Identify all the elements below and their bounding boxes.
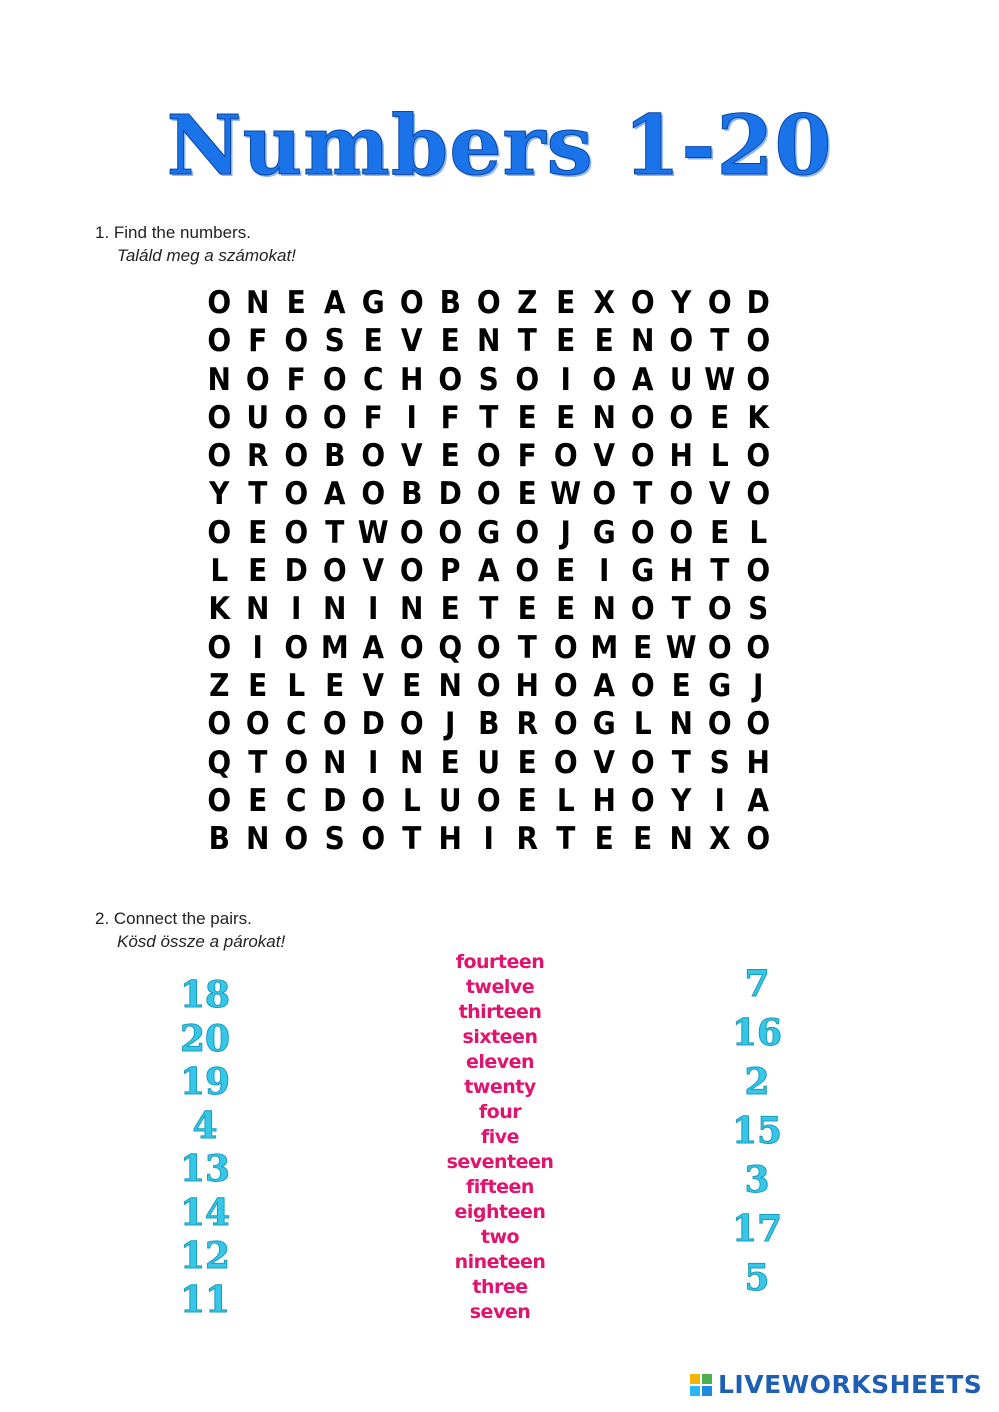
grid-letter[interactable]: O (630, 398, 655, 436)
right-number-column (712, 963, 802, 1299)
grid-letter[interactable]: L (749, 513, 768, 551)
grid-letter[interactable]: O (284, 437, 309, 474)
grid-letter[interactable]: O (207, 628, 232, 665)
grid-letter[interactable]: E (633, 820, 653, 857)
grid-letter[interactable]: B (324, 437, 346, 474)
grid-letter[interactable]: N (207, 360, 231, 397)
grid-letter[interactable]: N (400, 743, 424, 780)
grid-letter[interactable]: E (440, 437, 460, 474)
grid-letter[interactable]: O (438, 360, 463, 397)
grid-letter[interactable]: S (324, 820, 345, 857)
grid-letter[interactable]: T (517, 322, 537, 359)
grid-letter[interactable]: A (323, 475, 346, 512)
grid-letter[interactable]: U (246, 398, 270, 436)
grid-letter[interactable]: T (479, 398, 499, 436)
grid-letter[interactable]: D (323, 781, 347, 819)
grid-letter[interactable]: O (746, 437, 771, 474)
grid-letter[interactable]: N (592, 398, 616, 436)
grid-letter[interactable]: F (248, 322, 268, 359)
grid-letter[interactable]: V (362, 666, 385, 704)
grid-letter[interactable]: E (517, 781, 537, 819)
word-column (430, 950, 570, 1325)
grid-letter[interactable]: O (592, 360, 617, 397)
right-number[interactable]: 3 (744, 1159, 770, 1201)
grid-letter[interactable]: O (630, 513, 655, 551)
grid-letter[interactable]: O (630, 781, 655, 819)
grid-letter[interactable]: T (517, 628, 537, 665)
grid-letter[interactable]: O (207, 398, 232, 436)
grid-letter[interactable]: O (746, 552, 771, 589)
grid-letter[interactable]: J (753, 666, 764, 704)
number-word[interactable]: eleven (465, 1051, 535, 1073)
grid-letter[interactable]: T (248, 743, 268, 780)
grid-letter[interactable]: Y (671, 283, 692, 321)
grid-letter[interactable]: O (361, 781, 386, 819)
grid-letter[interactable]: E (363, 322, 383, 359)
right-number[interactable]: 7 (744, 963, 770, 1005)
grid-letter[interactable]: M (590, 628, 619, 665)
number-word[interactable]: seventeen (446, 1151, 554, 1173)
grid-letter[interactable]: A (323, 283, 346, 321)
grid-letter[interactable]: W (704, 360, 736, 397)
grid-letter[interactable]: O (515, 513, 540, 551)
left-number-column (160, 974, 250, 1321)
grid-letter[interactable]: Y (209, 475, 230, 512)
grid-letter[interactable]: O (207, 437, 232, 474)
grid-letter[interactable]: G (477, 513, 501, 551)
grid-letter[interactable]: O (669, 513, 694, 551)
grid-letter[interactable]: E (594, 322, 614, 359)
grid-letter[interactable]: E (440, 590, 460, 627)
number-word[interactable]: twenty (464, 1076, 536, 1098)
grid-letter[interactable]: A (631, 360, 654, 397)
grid-letter[interactable]: O (630, 283, 655, 321)
grid-letter[interactable]: O (669, 475, 694, 512)
grid-letter[interactable]: D (361, 705, 385, 742)
grid-letter[interactable]: V (708, 475, 731, 512)
grid-letter[interactable]: L (556, 781, 575, 819)
grid-letter[interactable]: F (440, 398, 460, 436)
left-number[interactable]: 11 (179, 1278, 231, 1321)
grid-letter[interactable]: Z (209, 666, 230, 704)
left-number[interactable]: 19 (179, 1061, 231, 1103)
grid-letter[interactable]: O (399, 552, 424, 589)
grid-letter[interactable]: I (291, 590, 302, 627)
grid-letter[interactable]: H (592, 781, 616, 819)
grid-letter[interactable]: O (476, 628, 501, 665)
right-number[interactable]: 17 (731, 1208, 783, 1250)
grid-letter[interactable]: O (322, 552, 347, 589)
grid-letter[interactable]: X (708, 820, 731, 857)
grid-letter[interactable]: Q (438, 628, 463, 665)
number-word[interactable]: three (472, 1276, 528, 1298)
grid-letter[interactable]: F (517, 437, 537, 474)
grid-letter[interactable]: I (560, 360, 571, 397)
grid-letter[interactable]: R (246, 437, 269, 474)
grid-letter[interactable]: N (246, 283, 270, 321)
grid-letter[interactable]: S (478, 360, 499, 397)
grid-letter[interactable]: O (284, 398, 309, 436)
right-number[interactable]: 16 (731, 1012, 783, 1054)
grid-letter[interactable]: H (515, 666, 539, 704)
grid-letter[interactable]: E (594, 820, 614, 857)
grid-letter[interactable]: G (631, 552, 655, 589)
grid-letter[interactable]: O (746, 322, 771, 359)
grid-letter[interactable]: T (402, 820, 422, 857)
grid-letter[interactable]: N (438, 666, 462, 704)
grid-letter[interactable]: B (208, 820, 230, 857)
grid-letter[interactable]: N (631, 322, 655, 359)
grid-letter[interactable]: J (560, 513, 571, 551)
grid-letter[interactable]: J (445, 705, 456, 742)
grid-letter[interactable]: E (633, 628, 653, 665)
grid-letter[interactable]: V (400, 322, 423, 359)
number-word[interactable]: five (480, 1126, 520, 1148)
grid-letter[interactable]: I (252, 628, 263, 665)
grid-letter[interactable]: O (207, 322, 232, 359)
grid-letter[interactable]: Q (207, 743, 232, 780)
grid-letter[interactable]: R (516, 820, 539, 857)
grid-letter[interactable]: E (325, 666, 345, 704)
grid-letter[interactable]: N (323, 590, 347, 627)
grid-letter[interactable]: L (633, 705, 652, 742)
grid-letter[interactable]: K (747, 398, 770, 436)
grid-letter[interactable]: A (477, 552, 500, 589)
grid-letter[interactable]: O (207, 705, 232, 742)
grid-letter[interactable]: O (399, 283, 424, 321)
grid-letter[interactable]: E (248, 781, 268, 819)
grid-letter[interactable]: F (286, 360, 306, 397)
grid-letter[interactable]: O (707, 283, 732, 321)
grid-letter[interactable]: W (550, 475, 582, 512)
number-word[interactable]: four (478, 1101, 522, 1123)
number-word[interactable]: twelve (465, 976, 535, 998)
grid-letter[interactable]: I (406, 398, 417, 436)
grid-letter[interactable]: N (669, 820, 693, 857)
grid-letter[interactable]: T (556, 820, 576, 857)
grid-letter[interactable]: B (401, 475, 423, 512)
grid-letter[interactable]: O (592, 475, 617, 512)
grid-letter[interactable]: O (515, 360, 540, 397)
grid-letter[interactable]: O (553, 628, 578, 665)
grid-letter[interactable]: O (669, 398, 694, 436)
grid-letter[interactable]: E (556, 552, 576, 589)
word-search-grid (200, 283, 778, 857)
grid-letter[interactable]: M (320, 628, 349, 665)
grid-letter[interactable]: E (710, 513, 730, 551)
grid-letter[interactable]: O (746, 705, 771, 742)
grid-letter[interactable]: O (746, 475, 771, 512)
grid-letter[interactable]: E (440, 322, 460, 359)
left-number[interactable]: 18 (179, 974, 231, 1016)
logo-square (690, 1374, 700, 1384)
instruction-find (95, 223, 296, 266)
grid-letter[interactable]: F (363, 398, 383, 436)
number-word[interactable]: two (480, 1226, 520, 1248)
left-number[interactable]: 4 (192, 1104, 218, 1147)
grid-letter[interactable]: U (669, 360, 693, 397)
logo-square (690, 1386, 700, 1396)
grid-letter[interactable]: E (556, 590, 576, 627)
grid-letter[interactable]: O (284, 322, 309, 359)
grid-letter[interactable]: I (483, 820, 494, 857)
grid-letter[interactable]: O (476, 283, 501, 321)
grid-letter[interactable]: E (402, 666, 422, 704)
grid-letter[interactable]: T (325, 513, 345, 551)
grid-letter[interactable]: H (438, 820, 462, 857)
grid-letter[interactable]: O (322, 398, 347, 436)
logo-square (702, 1374, 712, 1384)
grid-letter[interactable]: A (747, 781, 770, 819)
grid-letter[interactable]: E (517, 475, 537, 512)
left-number[interactable]: 14 (179, 1191, 231, 1234)
instruction-find-text: 1. Find the numbers. (95, 223, 251, 242)
instruction-connect-text: 2. Connect the pairs. (95, 909, 252, 928)
grid-letter[interactable]: T (633, 475, 653, 512)
page-title: Numbers 1-20 (166, 98, 833, 194)
number-word[interactable]: seven (469, 1301, 531, 1323)
number-word[interactable]: nineteen (454, 1251, 546, 1273)
grid-letter[interactable]: O (207, 781, 232, 819)
grid-letter[interactable]: T (671, 590, 691, 627)
grid-letter[interactable]: H (669, 437, 693, 474)
grid-letter[interactable]: G (592, 513, 616, 551)
right-number[interactable]: 15 (731, 1110, 783, 1152)
grid-letter[interactable]: T (710, 552, 730, 589)
grid-letter[interactable]: A (593, 666, 616, 704)
grid-letter[interactable]: G (708, 666, 732, 704)
grid-letter[interactable]: O (322, 705, 347, 742)
grid-letter[interactable]: B (478, 705, 500, 742)
grid-letter[interactable]: U (438, 781, 462, 819)
number-word[interactable]: fifteen (466, 1176, 534, 1198)
liveworksheets-logo-icon (690, 1374, 712, 1396)
grid-letter[interactable]: R (516, 705, 539, 742)
grid-letter[interactable]: S (748, 590, 769, 627)
grid-letter[interactable]: P (439, 552, 461, 589)
logo-square (702, 1386, 712, 1396)
grid-letter[interactable]: S (324, 322, 345, 359)
grid-letter[interactable]: T (479, 590, 499, 627)
grid-letter[interactable]: N (400, 590, 424, 627)
grid-letter[interactable]: O (707, 705, 732, 742)
grid-letter[interactable]: N (246, 590, 270, 627)
left-number[interactable]: 20 (179, 1017, 231, 1060)
grid-letter[interactable]: E (517, 590, 537, 627)
grid-letter[interactable]: C (362, 360, 384, 397)
grid-letter[interactable]: I (599, 552, 610, 589)
grid-letter[interactable]: L (287, 666, 306, 704)
grid-letter[interactable]: X (593, 283, 616, 321)
left-number[interactable]: 13 (179, 1148, 231, 1190)
grid-letter[interactable]: Z (517, 283, 538, 321)
grid-letter[interactable]: I (714, 781, 725, 819)
grid-letter[interactable]: O (399, 705, 424, 742)
grid-letter[interactable]: E (248, 513, 268, 551)
grid-letter[interactable]: O (399, 628, 424, 665)
grid-letter[interactable]: V (362, 552, 385, 589)
number-word[interactable]: sixteen (462, 1026, 538, 1048)
grid-letter[interactable]: N (477, 322, 501, 359)
grid-letter[interactable]: C (285, 705, 307, 742)
grid-letter[interactable]: E (556, 322, 576, 359)
grid-letter[interactable]: H (400, 360, 424, 397)
grid-letter[interactable]: N (246, 820, 270, 857)
left-number[interactable]: 12 (179, 1235, 231, 1277)
grid-letter[interactable]: E (517, 398, 537, 436)
grid-letter[interactable]: D (284, 552, 308, 589)
number-word[interactable]: eighteen (454, 1201, 546, 1223)
grid-letter[interactable]: E (517, 743, 537, 780)
grid-letter[interactable]: A (362, 628, 385, 665)
grid-letter[interactable]: O (245, 705, 270, 742)
grid-letter[interactable]: E (440, 743, 460, 780)
grid-letter[interactable]: Y (671, 781, 692, 819)
grid-letter[interactable]: H (669, 552, 693, 589)
liveworksheets-logo[interactable] (690, 1370, 982, 1399)
grid-letter[interactable]: O (746, 820, 771, 857)
instruction-find-hu: Találd meg a számokat! (117, 246, 296, 265)
grid-letter[interactable]: O (207, 513, 232, 551)
grid-letter[interactable]: E (556, 283, 576, 321)
grid-letter[interactable]: O (669, 322, 694, 359)
grid-letter[interactable]: O (207, 283, 232, 321)
grid-letter[interactable]: I (368, 590, 379, 627)
instruction-connect-hu: Kösd össze a párokat! (117, 932, 286, 951)
grid-letter[interactable]: V (593, 743, 616, 780)
grid-letter[interactable]: L (710, 437, 729, 474)
grid-letter[interactable]: D (746, 283, 770, 321)
grid-letter[interactable]: O (361, 820, 386, 857)
grid-letter[interactable]: K (208, 590, 231, 627)
brand-name: LIVEWORKSHEETS (718, 1370, 983, 1399)
grid-letter[interactable]: O (553, 705, 578, 742)
grid-letter[interactable]: O (746, 360, 771, 397)
grid-letter[interactable]: O (322, 360, 347, 397)
grid-letter[interactable]: O (476, 475, 501, 512)
grid-letter[interactable]: H (746, 743, 770, 780)
grid-letter[interactable]: T (248, 475, 268, 512)
grid-letter[interactable]: O (399, 513, 424, 551)
grid-letter[interactable]: O (707, 590, 732, 627)
grid-letter[interactable]: S (709, 743, 730, 780)
grid-letter[interactable]: O (284, 628, 309, 665)
grid-letter[interactable]: U (477, 743, 501, 780)
right-number[interactable]: 2 (744, 1061, 770, 1103)
number-word[interactable]: thirteen (458, 1001, 542, 1023)
grid-letter[interactable]: O (284, 513, 309, 551)
grid-letter[interactable]: O (707, 628, 732, 665)
instruction-connect (95, 909, 285, 952)
grid-letter[interactable]: W (665, 628, 697, 665)
grid-letter[interactable]: O (630, 743, 655, 780)
grid-letter[interactable]: N (323, 743, 347, 780)
grid-letter[interactable]: W (357, 513, 389, 551)
grid-letter[interactable]: O (438, 513, 463, 551)
grid-letter[interactable]: V (593, 437, 616, 474)
grid-letter[interactable]: O (630, 666, 655, 704)
grid-letter[interactable]: O (630, 590, 655, 627)
grid-letter[interactable]: O (284, 475, 309, 512)
grid-letter[interactable]: E (710, 398, 730, 436)
grid-letter[interactable]: E (671, 666, 691, 704)
grid-letter[interactable]: O (476, 781, 501, 819)
grid-letter[interactable]: T (671, 743, 691, 780)
grid-letter[interactable]: O (553, 743, 578, 780)
grid-letter[interactable]: T (710, 322, 730, 359)
grid-letter[interactable]: L (210, 552, 229, 589)
grid-letter[interactable]: N (669, 705, 693, 742)
grid-letter[interactable]: O (630, 437, 655, 474)
grid-letter[interactable]: O (245, 360, 270, 397)
grid-letter[interactable]: E (556, 398, 576, 436)
grid-letter[interactable]: E (248, 666, 268, 704)
grid-letter[interactable]: E (248, 552, 268, 589)
grid-letter[interactable]: O (361, 475, 386, 512)
grid-letter[interactable]: O (284, 820, 309, 857)
grid-letter[interactable]: O (476, 437, 501, 474)
grid-letter[interactable]: D (438, 475, 462, 512)
grid-letter[interactable]: I (368, 743, 379, 780)
grid-letter[interactable]: O (553, 437, 578, 474)
grid-letter[interactable]: L (402, 781, 421, 819)
grid-letter[interactable]: V (400, 437, 423, 474)
grid-letter[interactable]: B (439, 283, 461, 321)
grid-letter[interactable]: O (746, 628, 771, 665)
grid-letter[interactable]: O (361, 437, 386, 474)
grid-letter[interactable]: N (592, 590, 616, 627)
grid-letter[interactable]: C (285, 781, 307, 819)
right-number[interactable]: 5 (744, 1257, 770, 1299)
grid-letter[interactable]: O (553, 666, 578, 704)
grid-letter[interactable]: E (286, 283, 306, 321)
grid-letter[interactable]: O (515, 552, 540, 589)
grid-letter[interactable]: G (592, 705, 616, 742)
number-word[interactable]: fourteen (455, 951, 545, 973)
grid-letter[interactable]: G (361, 283, 385, 321)
grid-letter[interactable]: O (476, 666, 501, 704)
grid-letter[interactable]: O (284, 743, 309, 780)
